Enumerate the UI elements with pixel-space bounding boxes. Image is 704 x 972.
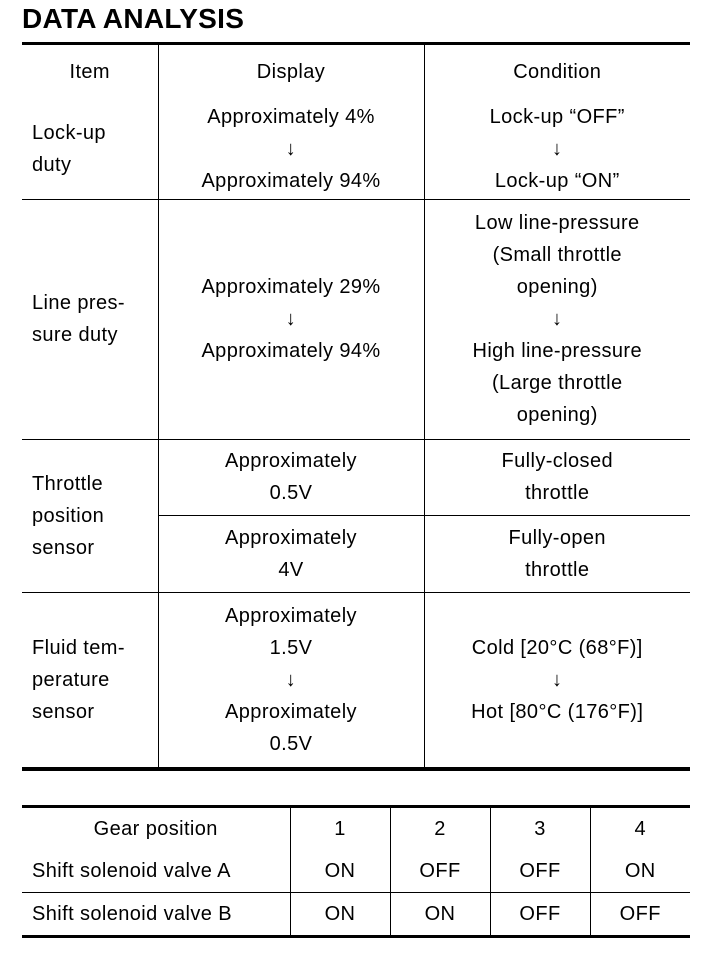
display-text: Approximately 94%: [201, 169, 381, 192]
gear-number: 1: [290, 807, 390, 851]
solenoid-state: ON: [290, 850, 390, 893]
condition-cell: [424, 199, 690, 439]
header-condition: Condition: [513, 61, 602, 83]
item-throttle-position-sensor: [22, 439, 158, 592]
display-cell: [158, 99, 424, 199]
display-text: 0.5V: [269, 732, 313, 755]
solenoid-state: ON: [290, 893, 390, 937]
item-line-pressure-duty: [22, 199, 158, 439]
condition-text: Low line-pressure: [474, 212, 640, 234]
solenoid-a-label: Shift solenoid valve A: [22, 850, 290, 893]
condition-text: (Small throttle: [492, 244, 622, 266]
down-arrow-icon: ↓: [552, 137, 563, 160]
item-text: sensor: [32, 700, 95, 723]
solenoid-state: ON: [590, 850, 690, 893]
condition-text: throttle: [525, 482, 590, 504]
solenoid-state: ON: [390, 893, 490, 937]
display-text: Approximately 4%: [207, 105, 375, 128]
condition-text: Fully-open: [508, 526, 606, 549]
table-row: [22, 592, 690, 769]
gear-position-header: Gear position: [22, 807, 290, 851]
gear-solenoid-table: [22, 805, 690, 938]
condition-text: throttle: [525, 558, 590, 581]
display-text: Approximately: [225, 450, 357, 472]
gear-number: 4: [634, 818, 647, 840]
down-arrow-icon: ↓: [552, 308, 563, 330]
solenoid-state: OFF: [490, 850, 590, 893]
condition-text: Hot [80°C (176°F)]: [471, 700, 644, 723]
item-text: sure duty: [32, 324, 118, 346]
gear-number: 2: [390, 807, 490, 851]
condition-cell: [424, 515, 690, 592]
item-text: position: [32, 504, 105, 527]
condition-text: (Large throttle: [491, 372, 623, 394]
display-text: Approximately 29%: [201, 276, 381, 298]
display-cell: [158, 439, 424, 515]
display-text: 4V: [278, 558, 304, 581]
condition-cell: [424, 439, 690, 515]
item-text: sensor: [32, 536, 95, 559]
condition-text: opening): [516, 404, 598, 426]
table-row: [22, 439, 690, 515]
display-text: Approximately: [225, 604, 357, 627]
item-text: Lock-up: [32, 121, 106, 144]
display-text: Approximately 94%: [201, 340, 381, 362]
item-lock-up-duty: [22, 99, 158, 199]
gear-number: 3: [490, 807, 590, 851]
solenoid-state: OFF: [619, 903, 661, 925]
display-cell: [158, 592, 424, 769]
gear-header-row: [22, 807, 690, 851]
item-text: perature: [32, 668, 110, 691]
solenoid-state: OFF: [390, 850, 490, 893]
condition-cell: [424, 592, 690, 769]
item-text: duty: [32, 153, 72, 176]
page-title: DATA ANALYSIS: [22, 3, 245, 34]
item-text: Line pres-: [32, 292, 125, 314]
display-cell: [158, 199, 424, 439]
header-item: Item: [22, 44, 158, 100]
condition-cell: [424, 99, 690, 199]
down-arrow-icon: ↓: [285, 308, 297, 330]
condition-text: Lock-up “OFF”: [489, 105, 625, 128]
down-arrow-icon: ↓: [552, 668, 563, 691]
condition-text: High line-pressure: [472, 340, 642, 362]
header-row: [22, 44, 690, 100]
condition-text: Lock-up “ON”: [494, 169, 620, 192]
down-arrow-icon: ↓: [285, 137, 297, 160]
condition-text: Cold [20°C (68°F)]: [471, 636, 643, 659]
solenoid-state: OFF: [490, 893, 590, 937]
condition-text: opening): [516, 276, 598, 298]
table-row: [22, 99, 690, 199]
display-text: 0.5V: [269, 482, 313, 504]
table-row: [22, 850, 690, 893]
solenoid-b-label: Shift solenoid valve B: [22, 893, 290, 937]
item-fluid-temperature-sensor: [22, 592, 158, 769]
table-row: [22, 893, 690, 937]
display-text: Approximately: [225, 700, 357, 723]
down-arrow-icon: ↓: [285, 668, 297, 691]
display-text: 1.5V: [269, 636, 313, 659]
condition-text: Fully-closed: [501, 450, 613, 472]
item-text: Fluid tem-: [32, 636, 125, 659]
data-analysis-table: [22, 42, 690, 771]
header-display: Display: [158, 44, 424, 100]
table-row: [22, 199, 690, 439]
display-cell: [158, 515, 424, 592]
display-text: Approximately: [225, 526, 357, 549]
item-text: Throttle: [32, 472, 104, 495]
